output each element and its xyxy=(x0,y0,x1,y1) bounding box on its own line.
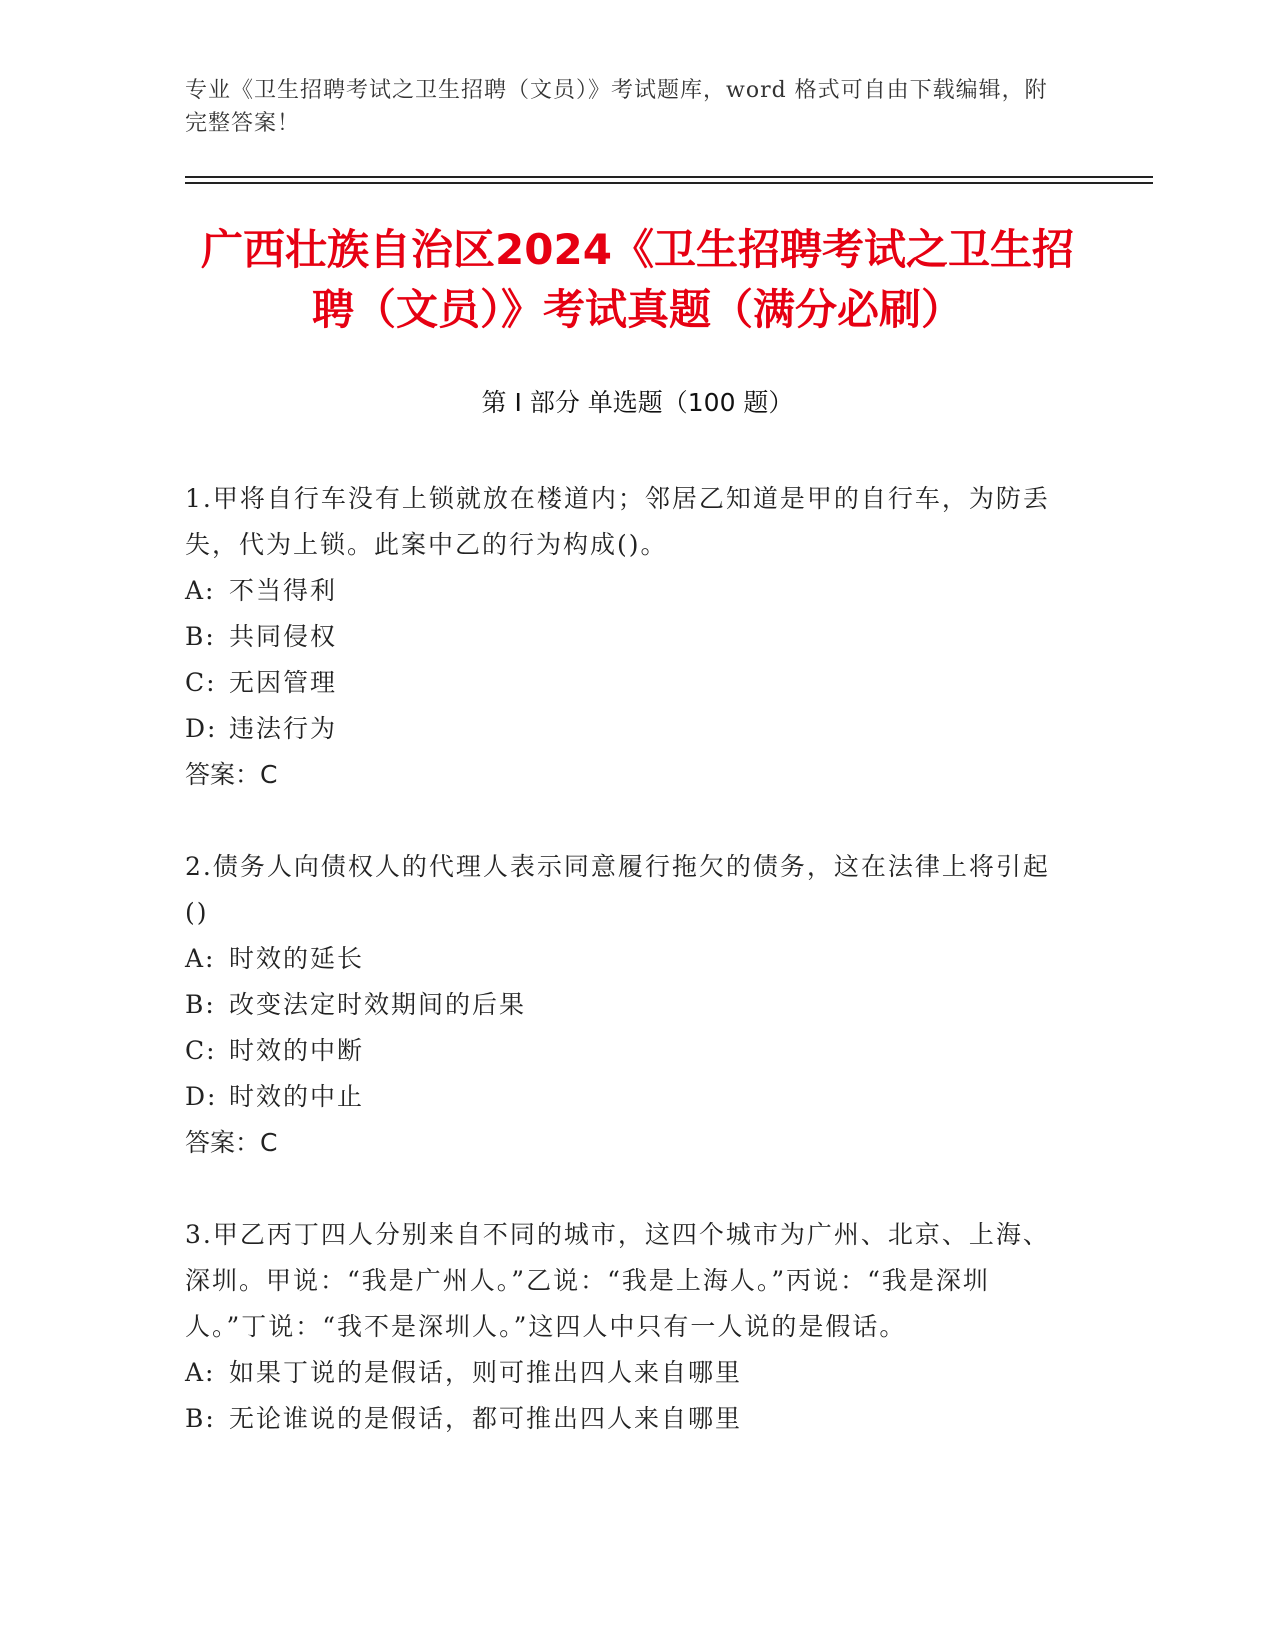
option-c xyxy=(185,1028,1065,1074)
option-a xyxy=(185,936,1065,982)
question-stem: 3.甲乙丙丁四人分别来自不同的城市，这四个城市为广州、北京、上海、深圳。甲说：“我是广州人。”乙说：“我是上海人。”丙说：“我是深圳人。”丁说：“我不是深圳人。”这四人中只有一人说的是假话。 xyxy=(185,1220,1050,1341)
question-list xyxy=(185,476,1065,1488)
option-key: B: xyxy=(185,990,216,1019)
option-text: 时效的延长 xyxy=(229,944,365,973)
option-key: C: xyxy=(185,668,217,697)
option-key: B: xyxy=(185,622,216,651)
option-b xyxy=(185,1396,1065,1442)
header-divider-top xyxy=(185,176,1153,178)
answer-line: 答案：C xyxy=(185,760,278,789)
question-2 xyxy=(185,844,1065,1166)
option-text: 改变法定时效期间的后果 xyxy=(229,990,527,1019)
option-d xyxy=(185,1074,1065,1120)
option-key: D: xyxy=(185,1082,218,1111)
option-text: 不当得利 xyxy=(229,576,338,605)
option-d xyxy=(185,706,1065,752)
option-key: D: xyxy=(185,714,218,743)
header-divider-bottom xyxy=(185,182,1153,184)
option-a xyxy=(185,568,1065,614)
question-stem: 2.债务人向债权人的代理人表示同意履行拖欠的债务，这在法律上将引起() xyxy=(185,852,1050,927)
option-b xyxy=(185,614,1065,660)
answer-line: 答案：C xyxy=(185,1128,278,1157)
option-key: A: xyxy=(185,1358,216,1387)
option-key: A: xyxy=(185,576,216,605)
option-text: 时效的中止 xyxy=(229,1082,365,1111)
option-text: 共同侵权 xyxy=(229,622,338,651)
question-stem: 1.甲将自行车没有上锁就放在楼道内；邻居乙知道是甲的自行车，为防丢失，代为上锁。此案中乙的行为构成()。 xyxy=(185,484,1050,559)
option-key: C: xyxy=(185,1036,217,1065)
option-text: 违法行为 xyxy=(229,714,338,743)
option-a xyxy=(185,1350,1065,1396)
header-note: 专业《卫生招聘考试之卫生招聘（文员）》考试题库，word 格式可自由下载编辑，附完整答案！ xyxy=(185,78,1048,136)
option-text: 时效的中断 xyxy=(229,1036,365,1065)
option-text: 无论谁说的是假话，都可推出四人来自哪里 xyxy=(229,1404,743,1433)
option-c xyxy=(185,660,1065,706)
question-3 xyxy=(185,1212,1065,1442)
option-text: 无因管理 xyxy=(229,668,338,697)
option-text: 如果丁说的是假话，则可推出四人来自哪里 xyxy=(229,1358,743,1387)
option-key: B: xyxy=(185,1404,216,1433)
question-1 xyxy=(185,476,1065,798)
option-key: A: xyxy=(185,944,216,973)
section-heading: 第 I 部分 单选题（100 题） xyxy=(481,388,794,417)
option-b xyxy=(185,982,1065,1028)
document-title: 广西壮族自治区2024《卫生招聘考试之卫生招聘（文员）》考试真题（满分必刷） xyxy=(201,225,1074,334)
